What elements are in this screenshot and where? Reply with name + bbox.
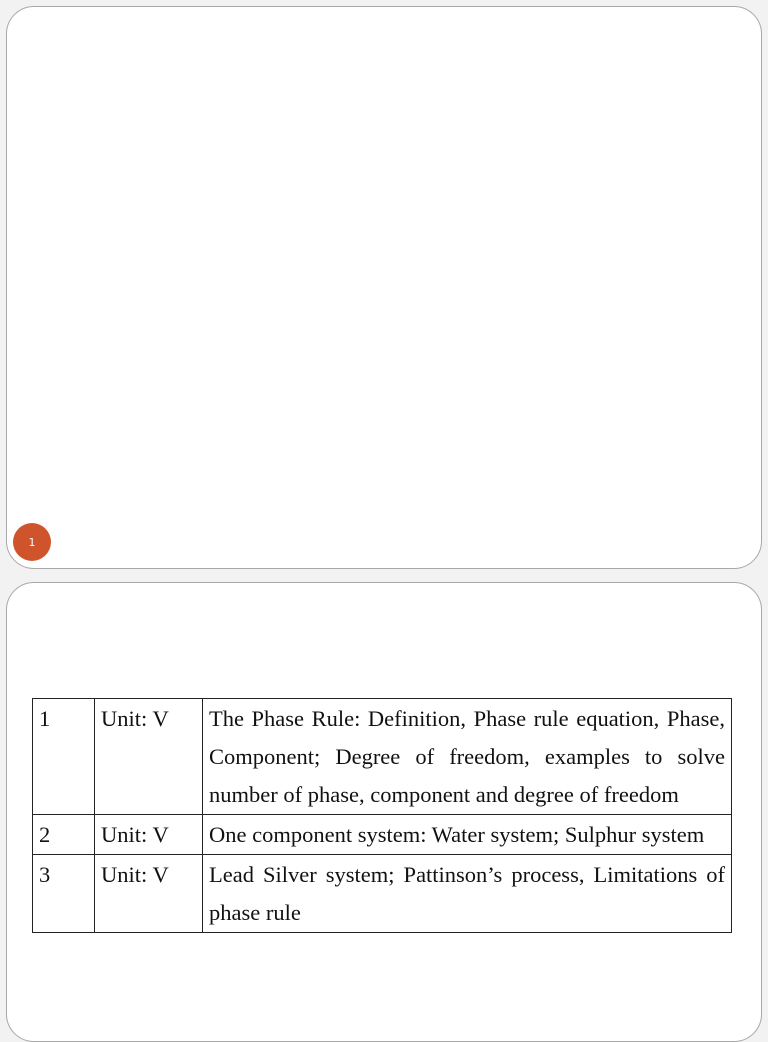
- row-topic: Lead Silver system; Pattinson’s process, Limitations of phase rule: [203, 855, 732, 933]
- table-row: [33, 855, 732, 933]
- table-row: [33, 699, 732, 815]
- row-number: 2: [33, 815, 95, 855]
- row-unit: Unit: V: [95, 855, 203, 933]
- row-number: 1: [33, 699, 95, 815]
- page-number: 1: [28, 535, 36, 549]
- slide-2: [6, 582, 762, 1042]
- slide-1: [6, 6, 762, 569]
- row-unit: Unit: V: [95, 699, 203, 815]
- page-number-badge: [13, 523, 51, 561]
- row-topic: One component system: Water system; Sulphur system: [203, 815, 732, 855]
- row-unit: Unit: V: [95, 815, 203, 855]
- table-row: [33, 815, 732, 855]
- row-topic: The Phase Rule: Definition, Phase rule equation, Phase, Component; Degree of freedom, examples to solve number of phase, component and degree of freedom: [203, 699, 732, 815]
- row-number: 3: [33, 855, 95, 933]
- syllabus-table: [32, 698, 732, 933]
